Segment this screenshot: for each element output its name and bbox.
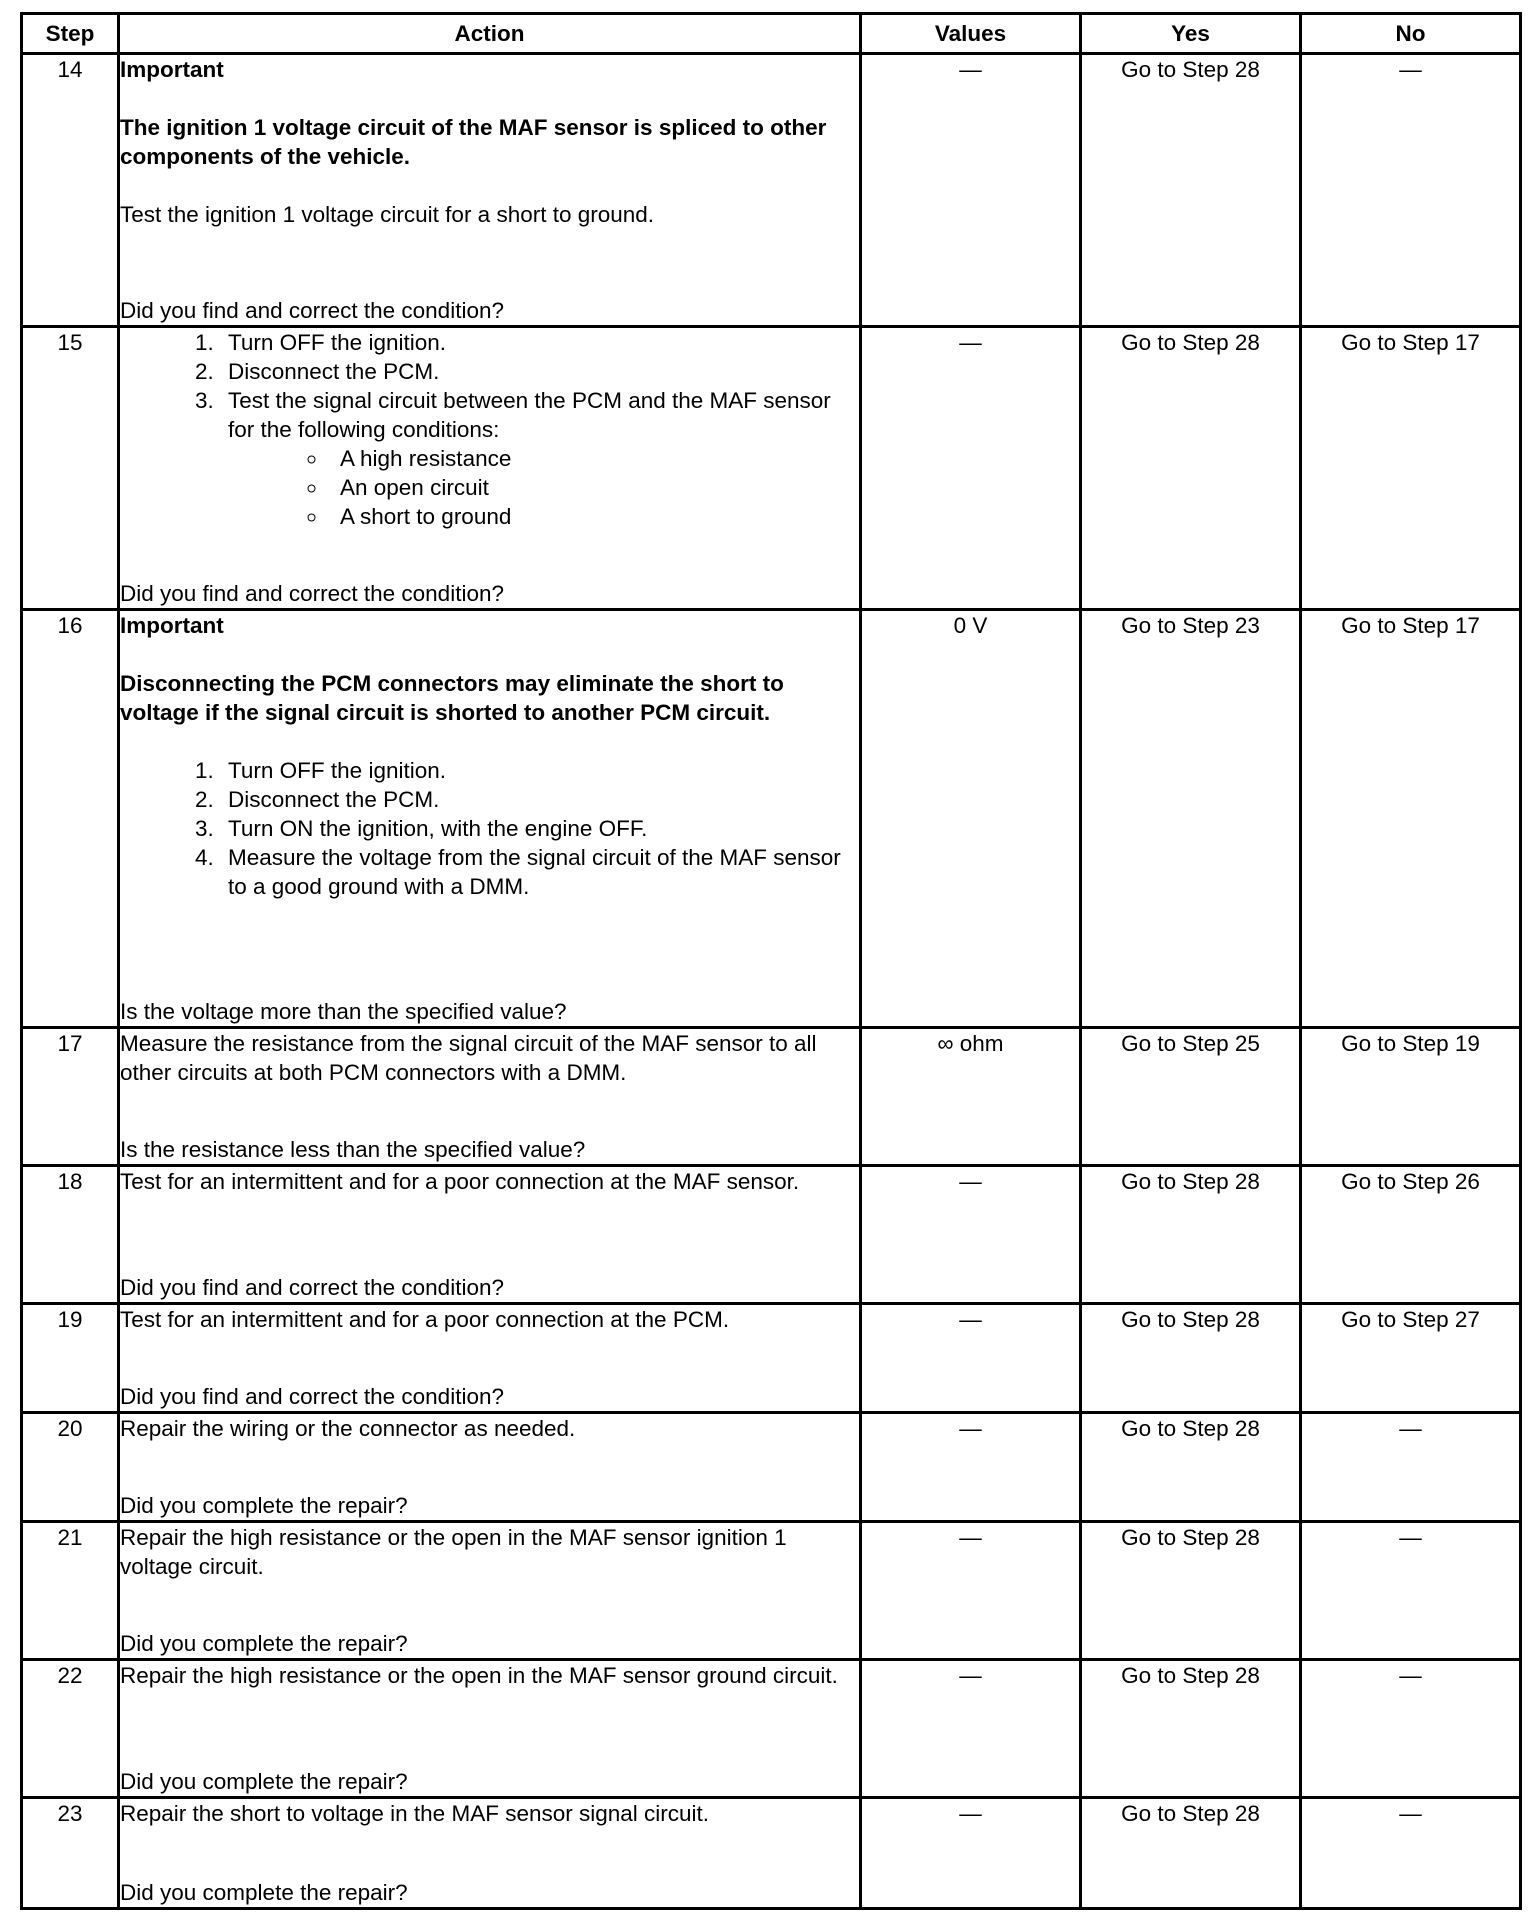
action-question: Is the voltage more than the specified value? — [120, 999, 567, 1024]
action-cell — [119, 54, 861, 327]
table-row — [22, 610, 1521, 1028]
table-row — [22, 327, 1521, 610]
step-number: 21 — [22, 1522, 119, 1660]
action-cell — [119, 1522, 861, 1660]
step-number: 19 — [22, 1304, 119, 1413]
value-cell: — — [861, 1304, 1081, 1413]
action-cell — [119, 1798, 861, 1909]
procedure-item — [220, 386, 859, 531]
action-cell — [119, 327, 861, 610]
action-cell — [119, 1166, 861, 1304]
action-question: Is the resistance less than the specified value? — [120, 1137, 586, 1162]
table-row — [22, 1166, 1521, 1304]
procedure-item-text: Test the signal circuit between the PCM and the MAF sensor for the following conditions: — [228, 388, 831, 442]
no-cell: Go to Step 17 — [1301, 327, 1521, 610]
value-cell: — — [861, 1522, 1081, 1660]
yes-cell: Go to Step 28 — [1081, 1413, 1301, 1522]
action-text: Measure the resistance from the signal circuit of the MAF sensor to all other circuits at both PCM connectors with a DMM. — [120, 1031, 817, 1085]
value-cell: ∞ ohm — [861, 1028, 1081, 1166]
header-step: Step — [22, 14, 119, 54]
value-cell: — — [861, 1660, 1081, 1798]
no-cell: Go to Step 26 — [1301, 1166, 1521, 1304]
header-no: No — [1301, 14, 1521, 54]
no-cell: — — [1301, 1798, 1521, 1909]
yes-cell: Go to Step 28 — [1081, 1304, 1301, 1413]
action-text: Test for an intermittent and for a poor connection at the PCM. — [120, 1307, 730, 1332]
action-question: Did you find and correct the condition? — [120, 581, 504, 606]
no-cell: — — [1301, 54, 1521, 327]
action-text: Repair the wiring or the connector as needed. — [120, 1416, 576, 1441]
procedure-item: 1. Turn OFF the ignition. — [220, 328, 859, 357]
yes-cell: Go to Step 28 — [1081, 54, 1301, 327]
step-number: 15 — [22, 327, 119, 610]
table-row — [22, 1028, 1521, 1166]
important-label: Important — [120, 613, 224, 638]
no-cell: — — [1301, 1413, 1521, 1522]
header-values: Values — [861, 14, 1081, 54]
yes-cell: Go to Step 28 — [1081, 1166, 1301, 1304]
no-cell: Go to Step 17 — [1301, 610, 1521, 1028]
value-cell: — — [861, 54, 1081, 327]
action-question: Did you find and correct the condition? — [120, 1384, 504, 1409]
yes-cell: Go to Step 23 — [1081, 610, 1301, 1028]
condition-item: ◦ An open circuit — [328, 473, 859, 502]
step-number: 14 — [22, 54, 119, 327]
important-label: Important — [120, 57, 224, 82]
table-row — [22, 54, 1521, 327]
action-question: Did you find and correct the condition? — [120, 1275, 504, 1300]
no-cell: Go to Step 27 — [1301, 1304, 1521, 1413]
no-cell: — — [1301, 1522, 1521, 1660]
step-number: 18 — [22, 1166, 119, 1304]
condition-item: ◦ A high resistance — [328, 444, 859, 473]
step-number: 17 — [22, 1028, 119, 1166]
procedure-list — [120, 328, 859, 531]
value-cell: — — [861, 1166, 1081, 1304]
procedure-item: 2. Disconnect the PCM. — [220, 357, 859, 386]
procedure-list — [120, 756, 859, 901]
table-row — [22, 1660, 1521, 1798]
no-cell: Go to Step 19 — [1301, 1028, 1521, 1166]
action-cell — [119, 1028, 861, 1166]
step-number: 20 — [22, 1413, 119, 1522]
value-cell: 0 V — [861, 610, 1081, 1028]
action-cell — [119, 1660, 861, 1798]
table-header-row — [22, 14, 1521, 54]
procedure-item: 3. Turn ON the ignition, with the engine OFF. — [220, 814, 859, 843]
important-note: The ignition 1 voltage circuit of the MAF sensor is spliced to other components of the vehicle. — [120, 115, 827, 169]
yes-cell: Go to Step 28 — [1081, 1798, 1301, 1909]
yes-cell: Go to Step 28 — [1081, 1660, 1301, 1798]
table-row — [22, 1798, 1521, 1909]
action-question: Did you find and correct the condition? — [120, 298, 504, 323]
action-question: Did you complete the repair? — [120, 1880, 408, 1905]
step-number: 23 — [22, 1798, 119, 1909]
yes-cell: Go to Step 25 — [1081, 1028, 1301, 1166]
action-text: Test the ignition 1 voltage circuit for a short to ground. — [120, 202, 655, 227]
value-cell: — — [861, 1413, 1081, 1522]
condition-list — [228, 444, 859, 531]
yes-cell: Go to Step 28 — [1081, 1522, 1301, 1660]
action-question: Did you complete the repair? — [120, 1493, 408, 1518]
action-text: Test for an intermittent and for a poor connection at the MAF sensor. — [120, 1169, 800, 1194]
diagnostic-table — [20, 12, 1522, 1910]
no-cell: — — [1301, 1660, 1521, 1798]
action-question: Did you complete the repair? — [120, 1631, 408, 1656]
value-cell: — — [861, 327, 1081, 610]
yes-cell: Go to Step 28 — [1081, 327, 1301, 610]
action-cell — [119, 1413, 861, 1522]
important-note: Disconnecting the PCM connectors may eliminate the short to voltage if the signal circuit is shorted to another PCM circuit. — [120, 671, 784, 725]
value-cell: — — [861, 1798, 1081, 1909]
step-number: 22 — [22, 1660, 119, 1798]
action-cell — [119, 1304, 861, 1413]
action-text: Repair the short to voltage in the MAF sensor signal circuit. — [120, 1801, 710, 1826]
step-number: 16 — [22, 610, 119, 1028]
action-question: Did you complete the repair? — [120, 1769, 408, 1794]
table-row — [22, 1413, 1521, 1522]
action-cell — [119, 610, 861, 1028]
procedure-item: 1. Turn OFF the ignition. — [220, 756, 859, 785]
action-text: Repair the high resistance or the open in the MAF sensor ground circuit. — [120, 1663, 838, 1688]
procedure-item: 2. Disconnect the PCM. — [220, 785, 859, 814]
header-yes: Yes — [1081, 14, 1301, 54]
header-action: Action — [119, 14, 861, 54]
action-text: Repair the high resistance or the open in the MAF sensor ignition 1 voltage circuit. — [120, 1525, 787, 1579]
condition-item: ◦ A short to ground — [328, 502, 859, 531]
table-row — [22, 1304, 1521, 1413]
procedure-item: 4. Measure the voltage from the signal circuit of the MAF sensor to a good ground with a DMM. — [220, 843, 859, 901]
table-row — [22, 1522, 1521, 1660]
